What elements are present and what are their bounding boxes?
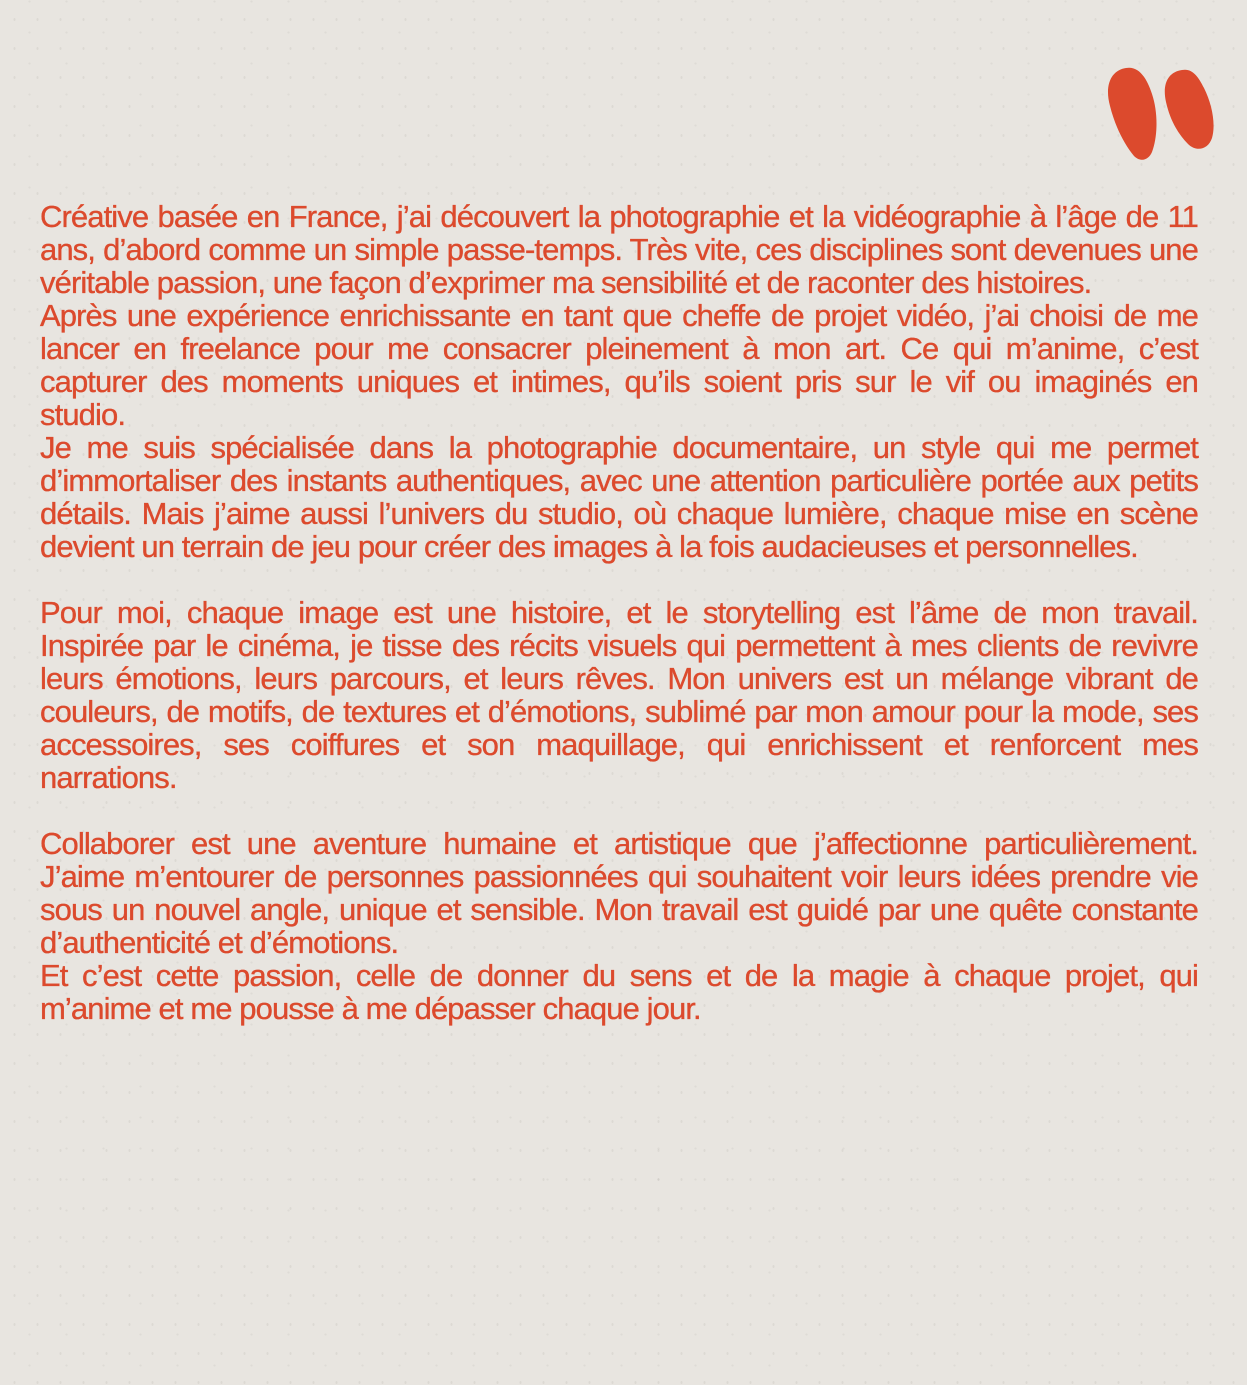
paragraph-collaboration: Collaborer est une aventure humaine et artistique que j’affectionne particulièrement. J’aime m’entourer de personnes passionnées qui souhaitent voir leurs idées prendre vie sous un nouvel angle, unique et sensible. Mon travail est guidé par une quête constante d’authenticité et d’émotions. [40,826,1198,960]
paragraph-freelance: Après une expérience enrichissante en tant que cheffe de projet vidéo, j’ai choisi de me lancer en freelance pour me consacrer pleinement à mon art. Ce qui m’anime, c’est capturer des moments uniques et intimes, qu’ils soient pris sur le vif ou imaginés en studio. [40,298,1198,432]
paragraph-specialisation: Je me suis spécialisée dans la photographie documentaire, un style qui me permet d’immortaliser des instants authentiques, avec une attention particulière portée aux petits détails. Mais j’aime aussi l’univers du studio, où chaque lumière, chaque mise en scène devient un terrain de jeu pour créer des images à la fois audacieuses et personnelles. [40,430,1198,564]
paragraph-intro: Créative basée en France, j’ai découvert la photographie et la vidéographie à l’âge de 11 ans, d’abord comme un simple passe-temps. Très vite, ces disciplines sont devenues une véritable passion, une façon d’exprimer ma sensibilité et de raconter des histoires. [40,199,1198,300]
paragraph-storytelling: Pour moi, chaque image est une histoire, et le storytelling est l’âme de mon travail. Inspirée par le cinéma, je tisse des récits visuels qui permettent à mes clients de revivre leurs émotions, leurs parcours, et leurs rêves. Mon univers est un mélange vibrant de couleurs, de motifs, de textures et d’émotions, sublimé par mon amour pour la mode, ses accessoires, ses coiffures et son maquillage, qui enrichissent et renforcent mes narrations. [40,595,1198,795]
biography-text [40,200,1198,1025]
closing-quote-icon [1100,66,1218,162]
paragraph-conclusion: Et c’est cette passion, celle de donner du sens et de la magie à chaque projet, qui m’anime et me pousse à me dépasser chaque jour. [40,958,1198,1026]
